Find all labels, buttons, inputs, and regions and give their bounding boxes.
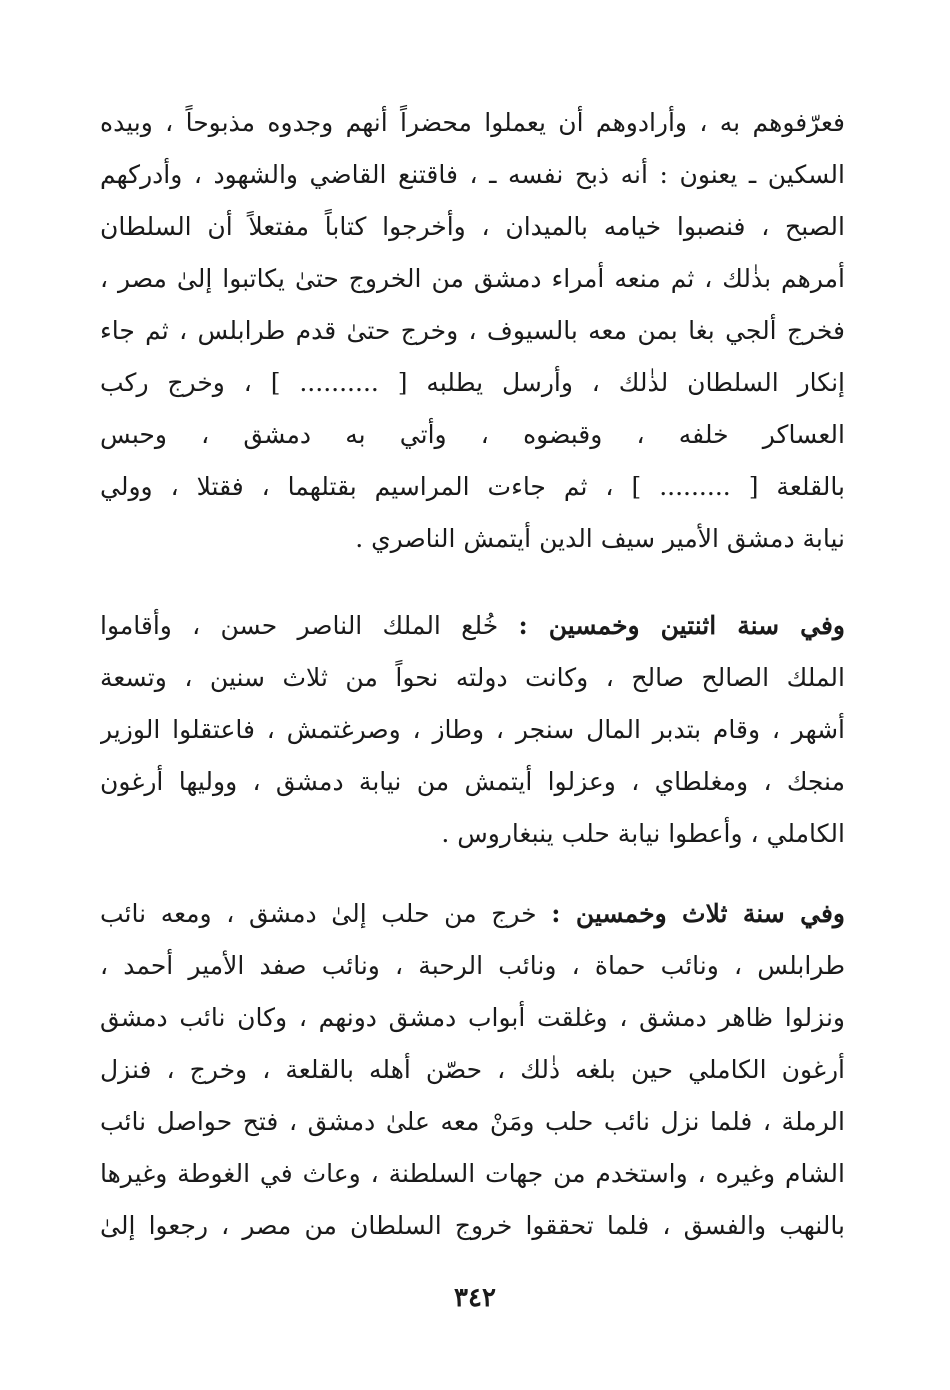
text-line: أمرهم بذٰلك ، ثم منعه أمراء دمشق من الخروج حتىٰ يكاتبوا إلىٰ مصر ، — [100, 264, 845, 293]
section-heading: وفي سنة اثنتين وخمسين : — [518, 611, 845, 640]
text-line: الشام وغيره ، واستخدم من جهات السلطنة ، وعاث في الغوطة وغيرها — [100, 1159, 845, 1188]
text-line — [100, 888, 845, 940]
paragraph-2 — [100, 600, 845, 860]
text-line: بالنهب والفسق ، فلما تحققوا خروج السلطان من مصر ، رجعوا إلىٰ — [100, 1211, 845, 1240]
text-line: أرغون الكاملي حين بلغه ذٰلك ، حصّن أهله بالقلعة ، وخرج ، فنزل — [100, 1055, 845, 1084]
text-line: الرملة ، فلما نزل نائب حلب ومَنْ معه علىٰ دمشق ، فتح حواصل نائب — [100, 1107, 845, 1136]
text-run: خرج من حلب إلىٰ دمشق ، ومعه نائب — [100, 899, 537, 928]
text-line: ونزلوا ظاهر دمشق ، وغلقت أبواب دمشق دونهم ، وكان نائب دمشق — [100, 1003, 845, 1032]
text-line: العساكر خلفه ، وقبضوه ، وأتي به دمشق ، وحبس — [100, 420, 845, 449]
text-line: أشهر ، وقام بتدبر المال سنجر ، وطاز ، وصرغتمش ، فاعتقلوا الوزير — [100, 715, 845, 744]
page-number: ٣٤٢ — [454, 1283, 496, 1313]
text-line: الكاملي ، وأعطوا نيابة حلب ينبغاروس . — [441, 819, 845, 848]
text-line: فخرج ألجي بغا بمن معه بالسيوف ، وخرج حتىٰ قدم طرابلس ، ثم جاء — [100, 316, 845, 345]
text-line: الملك الصالح صالح ، وكانت دولته نحواً من ثلاث سنين ، وتسعة — [100, 663, 845, 692]
text-line — [100, 600, 845, 652]
section-heading: وفي سنة ثلاث وخمسين : — [551, 899, 845, 928]
text-line: منجك ، ومغلطاي ، وعزلوا أيتمش من نيابة دمشق ، ووليها أرغون — [100, 767, 845, 796]
text-line: طرابلس ، ونائب حماة ، ونائب الرحبة ، ونائب صفد الأمير أحمد ، — [100, 951, 845, 980]
text-line: السكين ـ يعنون : أنه ذبح نفسه ـ ، فاقتنع القاضي والشهود ، وأدركهم — [100, 160, 845, 189]
text-run: خُلع الملك الناصر حسن ، وأقاموا — [100, 611, 499, 640]
paragraph-3 — [100, 888, 845, 1252]
text-line: فعرّفوهم به ، وأرادوهم أن يعملوا محضراً أنهم وجدوه مذبوحاً ، وبيده — [100, 108, 845, 137]
text-line: الصبح ، فنصبوا خيامه بالميدان ، وأخرجوا كتاباً مفتعلاً أن السلطان — [100, 212, 845, 241]
text-line: إنكار السلطان لذٰلك ، وأرسل يطلبه [ .......... ] ، وخرج ركب — [100, 368, 845, 397]
paragraph-1 — [100, 97, 845, 565]
text-line: بالقلعة [ ......... ] ، ثم جاءت المراسيم بقتلهما ، فقتلا ، وولي — [100, 472, 845, 501]
text-line: نيابة دمشق الأمير سيف الدين أيتمش الناصري . — [355, 524, 845, 553]
